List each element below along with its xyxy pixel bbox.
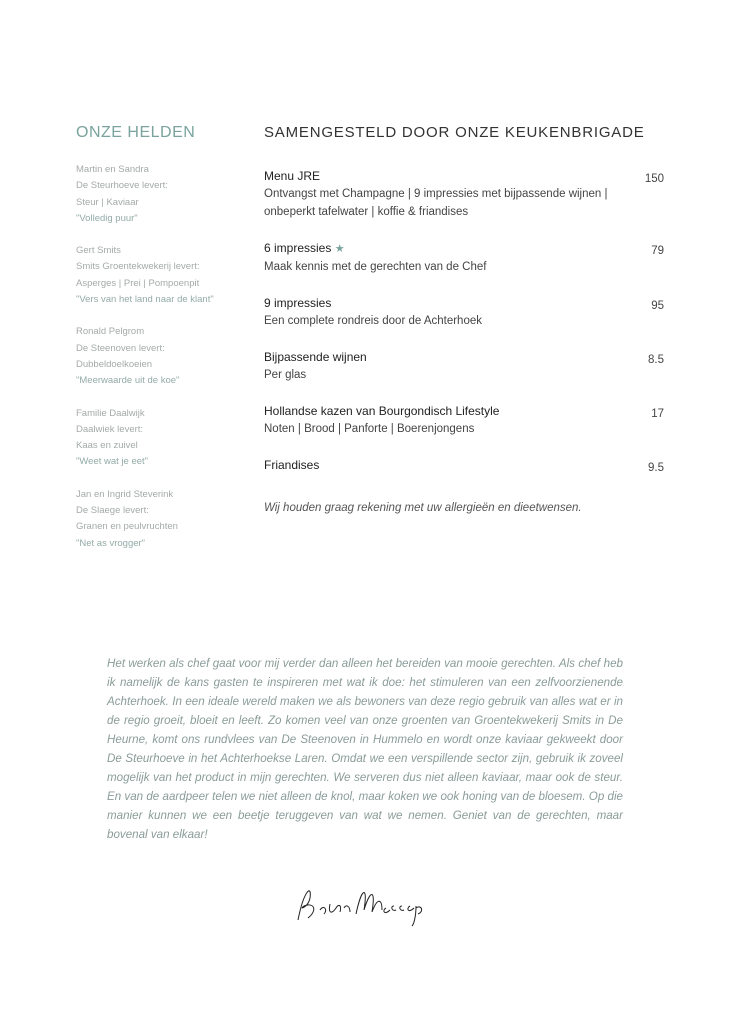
- menu-item: [264, 294, 666, 330]
- chef-story: Het werken als chef gaat voor mij verder dan alleen het bereiden van mooie gerechten. Als chef heb ik namelijk de kans gasten te inspireren met wat ik doe: het stimuleren van een zelfvoorzienende Achterhoek. In een ideale wereld maken we als bewoners van deze regio gebruik van alles wat er in de regio groeit, bloeit en leeft. Zo komen veel van onze groenten van Groentekwekerij Smits in De Heurne, komt ons rundvlees van De Steenoven in Hummelo en wordt onze kaviaar gekweekt door De Steurhoeve in het Achterhoekse Laren. Omdat we een verspillende sector zijn, gebruik ik zoveel mogelijk van het product in mijn gerechten. We serveren dus niet alleen kaviaar, maar ook de steur. En van de aardpeer telen we niet alleen de knol, maar koken we ook honing van de bloesem. Op die manier kunnen we een beetje teruggeven van wat we nemen. Geniet van de gerechten, maar bovenal van elkaar!: [107, 657, 623, 841]
- hero-supplier: De Slaege levert:: [76, 505, 149, 517]
- allergy-note: Wij houden graag rekening met uw allergieën en dieetwensen.: [264, 502, 582, 514]
- menu-item: [264, 239, 666, 276]
- menu-item-price: 17: [651, 408, 664, 420]
- hero-entry: [76, 487, 246, 552]
- menu-item-description: Noten | Brood | Panforte | Boerenjongens: [264, 423, 475, 435]
- hero-products: Dubbeldoelkoeien: [76, 358, 153, 370]
- menu-item: [264, 167, 666, 221]
- hero-products: Kaas en zuivel: [76, 440, 138, 452]
- menu-item-title: 6 impressies: [264, 241, 332, 255]
- hero-quote: "Meerwaarde uit de koe": [76, 375, 180, 387]
- hero-name: Martin en Sandra: [76, 164, 149, 175]
- hero-products: Asperges | Prei | Pompoenpit: [76, 277, 200, 289]
- hero-products: Granen en peulvruchten: [76, 521, 178, 533]
- menu-item-title: 9 impressies: [264, 296, 332, 310]
- hero-supplier: Daalwiek levert:: [76, 423, 144, 435]
- menu-item: [264, 348, 666, 384]
- hero-supplier: De Steenoven levert:: [76, 342, 165, 354]
- menu-item-description: Maak kennis met de gerechten van de Chef: [264, 261, 487, 273]
- menu-item-description: Een complete rondreis door de Achterhoek: [264, 315, 482, 327]
- star-icon: ★: [334, 243, 345, 255]
- menu-item: [264, 456, 666, 474]
- hero-quote: "Volledig puur": [76, 212, 138, 224]
- signature-image: [290, 880, 440, 930]
- menu-item-title: Friandises: [264, 458, 320, 472]
- signature: [290, 880, 440, 935]
- menu-item: [264, 402, 666, 438]
- hero-name: Gert Smits: [76, 245, 121, 257]
- menu-item-title: Hollandse kazen van Bourgondisch Lifestyle: [264, 404, 500, 418]
- hero-entry: [76, 162, 246, 227]
- menu-item-title: Bijpassende wijnen: [264, 350, 367, 364]
- menu-item-price: 79: [651, 245, 664, 257]
- menu-column: [264, 124, 666, 514]
- menu-heading: SAMENGESTELD DOOR ONZE KEUKENBRIGADE: [264, 124, 645, 141]
- hero-entry: [76, 406, 246, 471]
- hero-quote: "Net as vrogger": [76, 537, 146, 549]
- hero-name: Ronald Pelgrom: [76, 326, 145, 338]
- heroes-heading: ONZE HELDEN: [76, 124, 196, 141]
- hero-entry: [76, 243, 246, 308]
- menu-item-price: 8.5: [648, 354, 664, 366]
- menu-item-price: 150: [644, 173, 664, 185]
- hero-supplier: De Steurhoeve levert:: [76, 180, 168, 192]
- menu-item-description: Ontvangst met Champagne | 9 impressies met bijpassende wijnen | onbeperkt tafelwater | koffie & friandises: [264, 188, 608, 218]
- menu-item-price: 9.5: [648, 462, 664, 474]
- menu-item-price: 95: [651, 300, 664, 312]
- menu-item-title: Menu JRE: [264, 169, 321, 183]
- hero-quote: "Vers van het land naar de klant": [76, 294, 214, 306]
- hero-supplier: Smits Groentekwekerij levert:: [76, 261, 200, 273]
- hero-products: Steur | Kaviaar: [76, 196, 139, 208]
- hero-name: Jan en Ingrid Steverink: [76, 488, 174, 500]
- hero-entry: [76, 324, 246, 389]
- hero-quote: "Weet wat je eet": [76, 456, 149, 468]
- menu-item-description: Per glas: [264, 369, 307, 381]
- heroes-column: [76, 124, 246, 568]
- hero-name: Familie Daalwijk: [76, 407, 145, 419]
